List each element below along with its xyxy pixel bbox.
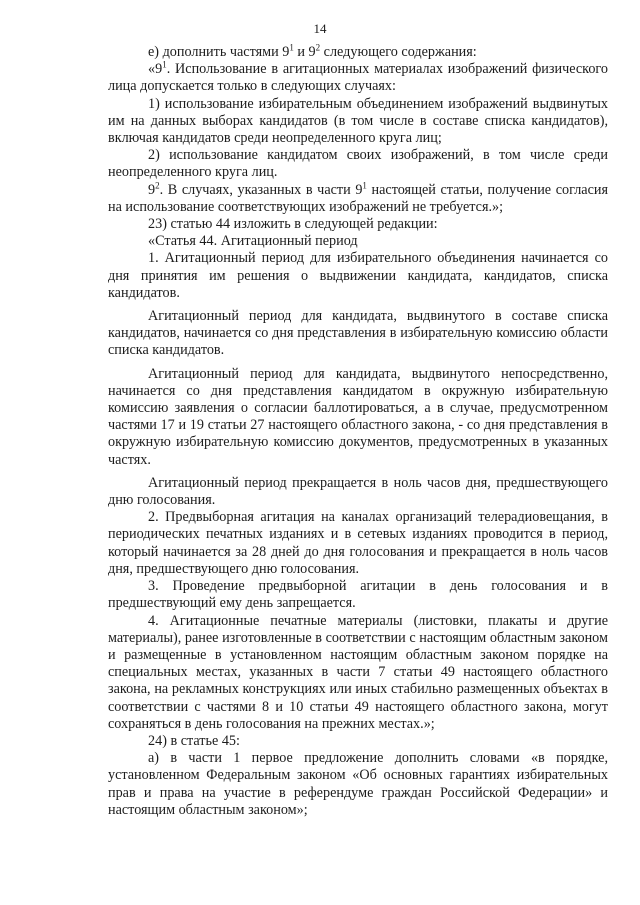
- article-44-part-4: 4. Агитационные печатные материалы (листовки, плакаты и другие материалы), ранее изготовленные в соответствии с настоящим областным законом и размещенные в установленном настоящим областным законом порядке на специальных местах, указанных в части 7 статьи 49 настоящего областного закона, на рекламных конструкциях или иных стабильно размещенных объектах в соответствии с частями 8 и 10 статьи 49 настоящего областного закона, могут сохраняться в день голосования на прежних местах.»;: [108, 612, 608, 732]
- paragraph-part-9-1: «$9^1$. Использование в агитационных материалах изображений физического лица допускается только в следующих случаях:: [108, 59, 608, 95]
- paragraph-part-9-2: $9^2$. В случаях, указанных в части $9^1$ настоящей статьи, получение согласия на использование соответствующих изображений не требуется.»;: [108, 179, 608, 215]
- superscript-index: 1: [289, 42, 294, 53]
- article-44-heading: «Статья 44. Агитационный период: [148, 233, 358, 250]
- paragraph-amend-e: е) дополнить частями $9^1$ и $9^2$ следующего содержания:: [148, 42, 477, 60]
- paragraph-item-24: 24) в статье 45:: [148, 732, 240, 749]
- superscript-index: 2: [155, 179, 160, 190]
- superscript-index: 2: [315, 42, 321, 53]
- superscript-index: 1: [162, 59, 167, 70]
- paragraph-amend-a: а) в части 1 первое предложение дополнить словами «в порядке, установленном Федеральным законом «Об основных гарантиях избирательных прав и права на участие в референдуме граждан Российской Федерации» и настоящим областным законом»;: [108, 750, 608, 818]
- article-44-part-3: 3. Проведение предвыборной агитации в день голосования и в предшествующий ему день запрещается.: [108, 578, 608, 612]
- article-44-part-1-direct: Агитационный период для кандидата, выдвинутого непосредственно, начинается со дня представления кандидатом в окружную избирательную комиссию заявления о согласии баллотироваться, а в случае, предусмотренном частями 17 и 19 статьи 27 настоящего областного закона, - со дня представления в окружную избирательную комиссию документов, предусмотренных в указанных частях.: [108, 365, 608, 468]
- paragraph-item-2: 2) использование кандидатом своих изображений, в том числе среди неопределенного круга лиц.: [108, 147, 608, 181]
- article-44-part-1-end: Агитационный период прекращается в ноль часов дня, предшествующего дню голосования.: [108, 474, 608, 509]
- paragraph-item-1: 1) использование избирательным объединением изображений выдвинутых им на данных выборах кандидатов (в том числе в составе списка кандидатов), включая кандидатов среди неопределенного круга лиц;: [108, 95, 608, 147]
- paragraph-item-23: 23) статью 44 изложить в следующей редакции:: [148, 216, 438, 233]
- superscript-index: 1: [362, 179, 367, 190]
- article-44-part-2: 2. Предвыборная агитация на каналах организаций телерадиовещания, в периодических печатных изданиях и в сетевых изданиях проводится в период, который начинается за 28 дней до дня голосования и прекращается в ноль часов дня, предшествующего дню голосования.: [108, 509, 608, 577]
- article-44-part-1-list: Агитационный период для кандидата, выдвинутого в составе списка кандидатов, начинается со дня представления в избирательную комиссию области списка кандидатов.: [108, 308, 608, 359]
- article-44-part-1: 1. Агитационный период для избирательного объединения начинается со дня принятия им решения о выдвижении кандидата, кандидатов, списка кандидатов.: [108, 250, 608, 301]
- document-body: [108, 44, 608, 819]
- page-number: 14: [313, 21, 327, 36]
